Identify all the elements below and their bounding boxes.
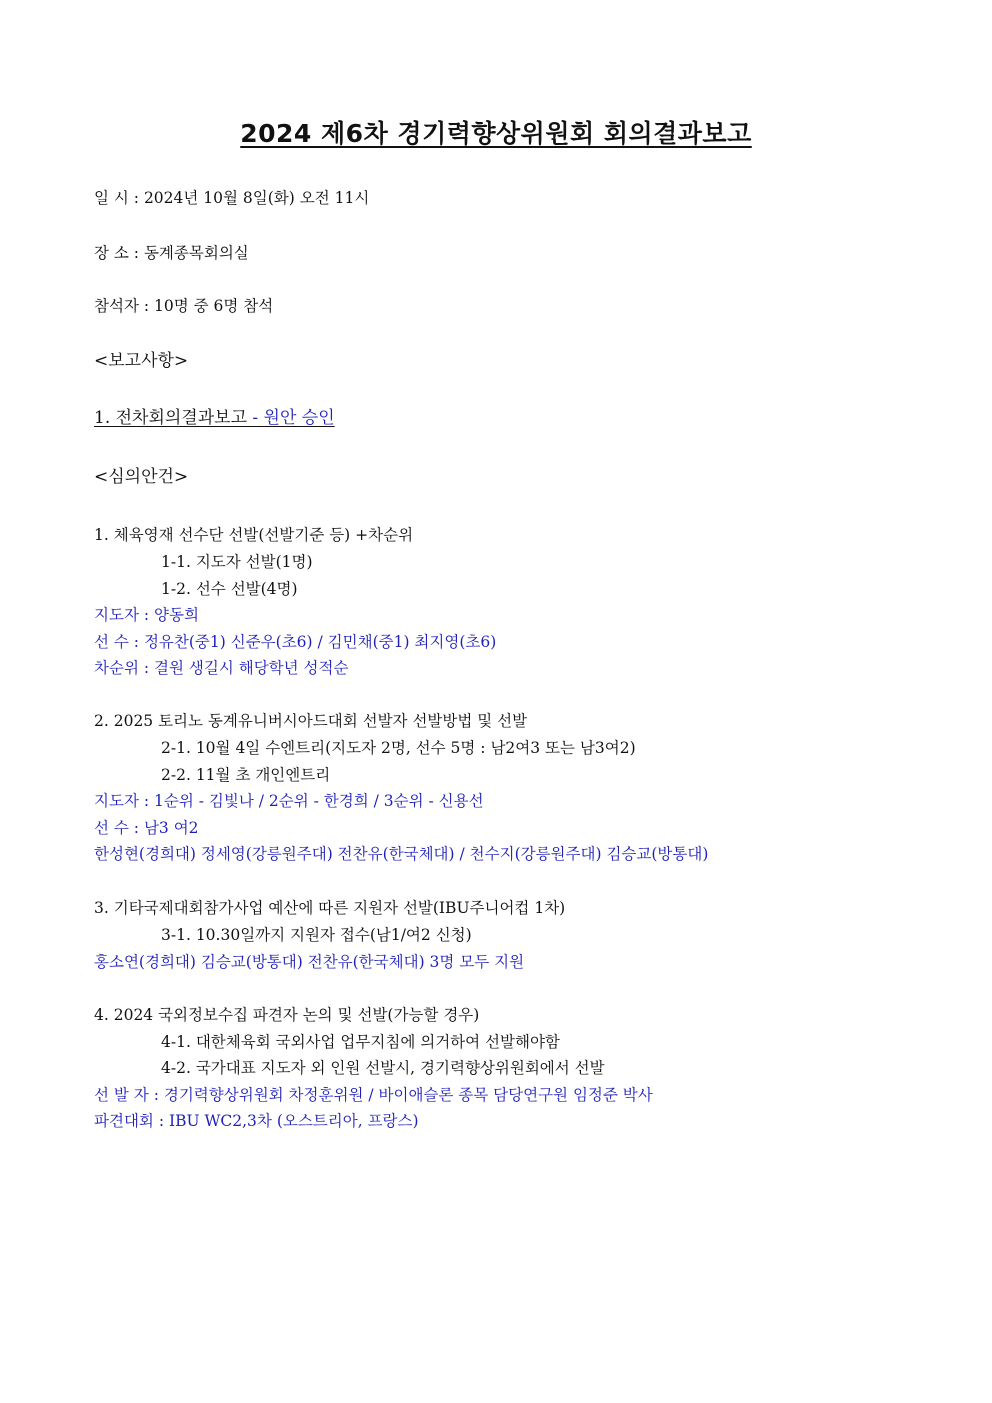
agenda-2-result-names: 한성현(경희대) 정세영(강릉원주대) 전찬유(한국체대) / 천수지(강릉원주대) 김승교(방통대) bbox=[94, 845, 709, 863]
report-item-1 bbox=[94, 407, 335, 429]
agenda-3-result: 홍소연(경희대) 김승교(방통대) 전찬유(한국체대) 3명 모두 지원 bbox=[94, 953, 525, 971]
review-heading: <심의안건> bbox=[94, 467, 189, 487]
agenda-3-sub-1: 3-1. 10.30일까지 지원자 접수(남1/여2 신청) bbox=[161, 926, 472, 944]
meeting-attendees: 참석자 : 10명 중 6명 참석 bbox=[94, 297, 274, 315]
meeting-place: 장 소 : 동계종목회의실 bbox=[94, 244, 249, 262]
agenda-1-sub-2: 1-2. 선수 선발(4명) bbox=[161, 580, 298, 598]
title-text: 2024 제6차 경기력향상위원회 회의결과보고 bbox=[240, 119, 752, 148]
agenda-1-title: 1. 체육영재 선수단 선발(선발기준 등) +차순위 bbox=[94, 526, 414, 544]
meeting-datetime: 일 시 : 2024년 10월 8일(화) 오전 11시 bbox=[94, 189, 370, 207]
report-item-1-label: 1. 전차회의결과보고 bbox=[94, 408, 247, 428]
agenda-3-title: 3. 기타국제대회참가사업 예산에 따른 지원자 선발(IBU주니어컵 1차) bbox=[94, 899, 566, 917]
agenda-1-result-coach: 지도자 : 양동희 bbox=[94, 606, 199, 624]
agenda-1-result-reserve: 차순위 : 결원 생길시 해당학년 성적순 bbox=[94, 659, 349, 677]
agenda-4-result-selected: 선 발 자 : 경기력향상위원회 차정훈위원 / 바이애슬론 종목 담당연구원 임정준 박사 bbox=[94, 1086, 653, 1104]
agenda-1-sub-1: 1-1. 지도자 선발(1명) bbox=[161, 553, 313, 571]
report-heading: <보고사항> bbox=[94, 351, 189, 371]
agenda-4-sub-1: 4-1. 대한체육회 국외사업 업무지침에 의거하여 선발해야함 bbox=[161, 1033, 560, 1051]
agenda-4-result-event: 파견대회 : IBU WC2,3차 (오스트리아, 프랑스) bbox=[94, 1112, 419, 1130]
agenda-1-result-athletes: 선 수 : 정유찬(중1) 신준우(초6) / 김민채(중1) 최지영(초6) bbox=[94, 633, 497, 651]
agenda-4-title: 4. 2024 국외정보수집 파견자 논의 및 선발(가능할 경우) bbox=[94, 1006, 480, 1024]
agenda-2-sub-2: 2-2. 11월 초 개인엔트리 bbox=[161, 766, 331, 784]
agenda-2-result-athletes: 선 수 : 남3 여2 bbox=[94, 819, 199, 837]
agenda-2-sub-1: 2-1. 10월 4일 수엔트리(지도자 2명, 선수 5명 : 남2여3 또는 남3여2) bbox=[161, 739, 636, 757]
report-item-1-result: - 원안 승인 bbox=[247, 408, 335, 428]
agenda-2-result-coach: 지도자 : 1순위 - 김빛나 / 2순위 - 한경희 / 3순위 - 신용선 bbox=[94, 792, 484, 810]
document-title bbox=[0, 114, 992, 150]
agenda-4-sub-2: 4-2. 국가대표 지도자 외 인원 선발시, 경기력향상위원회에서 선발 bbox=[161, 1059, 605, 1077]
agenda-2-title: 2. 2025 토리노 동계유니버시아드대회 선발자 선발방법 및 선발 bbox=[94, 712, 528, 730]
